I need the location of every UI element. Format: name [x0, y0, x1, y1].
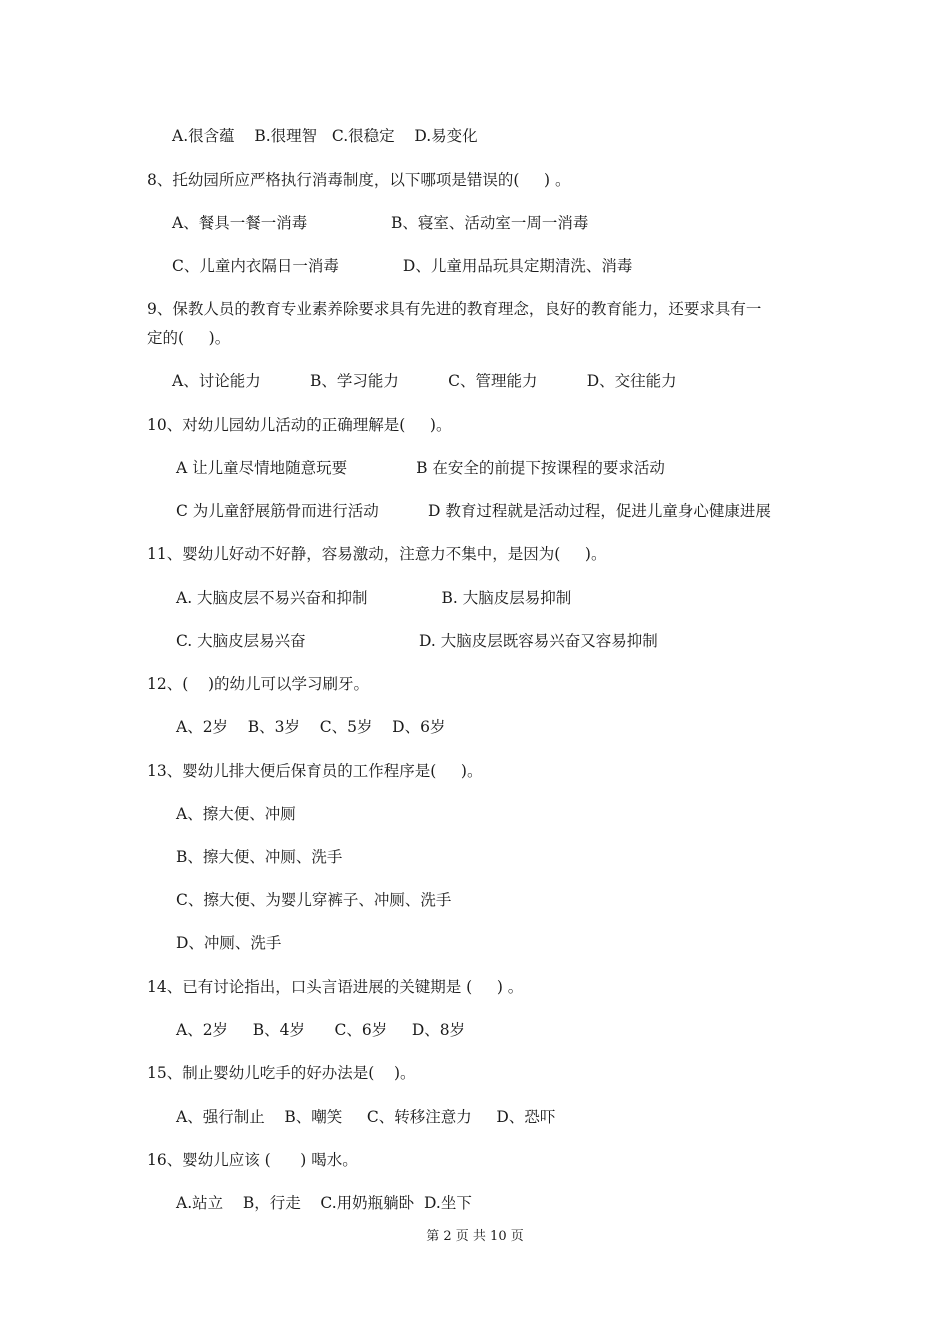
q13-option-c: C、擦大便、为婴儿穿裤子、冲厕、洗手: [176, 891, 452, 909]
q8-options-cd: C、儿童内衣隔日一消毒 D、儿童用品玩具定期清洗、消毒: [172, 257, 633, 275]
q9-question-line2: 定的( )。: [147, 329, 231, 347]
q13-option-d: D、冲厕、洗手: [176, 934, 282, 952]
q16-options: A.站立 B，行走 C.用奶瓶躺卧 D.坐下: [176, 1194, 472, 1212]
q15-question: 15、制止婴幼儿吃手的好办法是( )。: [147, 1064, 416, 1082]
page-footer: 第 2 页 共 10 页: [426, 1229, 524, 1244]
q7-options: A.很含蕴 B.很理智 C.很稳定 D.易变化: [172, 127, 478, 145]
q14-question: 14、已有讨论指出，口头言语进展的关键期是 ( ) 。: [147, 978, 524, 996]
q8-question: 8、托幼园所应严格执行消毒制度，以下哪项是错误的( ) 。: [147, 171, 571, 189]
q16-question: 16、婴幼儿应该 ( ) 喝水。: [147, 1151, 358, 1169]
q13-question: 13、婴幼儿排大便后保育员的工作程序是( )。: [147, 762, 483, 780]
q12-options: A、2岁 B、3岁 C、5岁 D、6岁: [176, 718, 446, 736]
q10-question: 10、对幼儿园幼儿活动的正确理解是( )。: [147, 416, 452, 434]
q10-options-cd: C 为儿童舒展筋骨而进行活动 D 教育过程就是活动过程，促进儿童身心健康进展: [176, 502, 771, 520]
q13-option-b: B、擦大便、冲厕、洗手: [176, 848, 343, 866]
q11-options-ab: A. 大脑皮层不易兴奋和抑制 B. 大脑皮层易抑制: [176, 589, 572, 607]
q13-option-a: A、擦大便、冲厕: [176, 805, 296, 823]
q14-options: A、2岁 B、4岁 C、6岁 D、8岁: [176, 1021, 466, 1039]
q10-options-ab: A 让儿童尽情地随意玩要 B 在安全的前提下按课程的要求活动: [176, 459, 665, 477]
q15-options: A、强行制止 B、嘲笑 C、转移注意力 D、恐吓: [176, 1108, 556, 1126]
q11-options-cd: C. 大脑皮层易兴奋 D. 大脑皮层既容易兴奋又容易抑制: [176, 632, 658, 650]
q8-options-ab: A、餐具一餐一消毒 B、寝室、活动室一周一消毒: [172, 214, 589, 232]
q11-question: 11、婴幼儿好动不好静，容易激动，注意力不集中，是因为( )。: [147, 545, 607, 563]
q9-options: A、讨论能力 B、学习能力 C、管理能力 D、交往能力: [172, 372, 677, 390]
q9-question-line1: 9、保教人员的教育专业素养除要求具有先进的教育理念，良好的教育能力，还要求具有一: [147, 300, 762, 318]
q12-question: 12、( )的幼儿可以学习刷牙。: [147, 675, 370, 693]
